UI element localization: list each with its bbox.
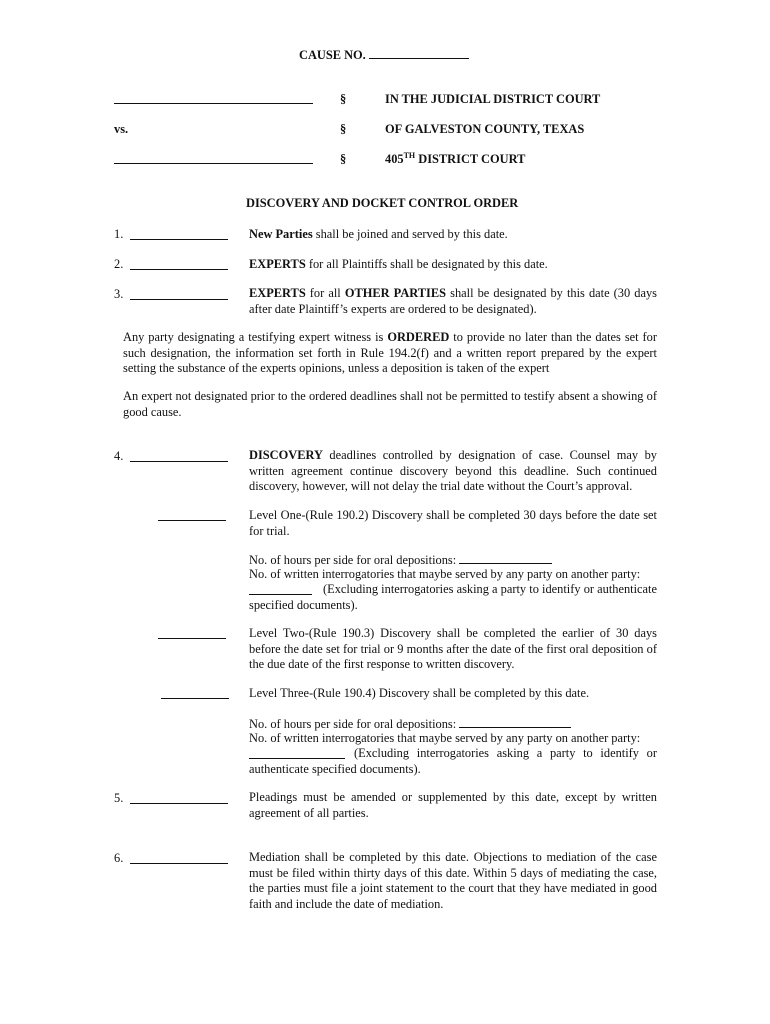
court-line-1: IN THE JUDICIAL DISTRICT COURT (385, 92, 601, 106)
level-two-text: Level Two-(Rule 190.3) Discovery shall be completed the earlier of 30 days before the date set for trial or 9 months after the date of the first oral deposition of the due date of the first response to written discovery. (249, 626, 657, 671)
cause-number-line (299, 47, 469, 63)
level-one-blank[interactable] (158, 509, 226, 521)
item-4-rest: deadlines controlled by designation of case. Counsel may by written agreement continue discovery beyond this deadline. Such continued discovery, however, will not delay the trial date without the Court’s approval. (249, 448, 657, 493)
item-4-date-blank[interactable] (130, 450, 228, 462)
level-three-text: Level Three-(Rule 190.4) Discovery shall be completed by this date. (249, 686, 590, 700)
item-3-text-1: for all (305, 286, 345, 300)
item-1-bold: New Parties (249, 227, 313, 241)
court-line-3-rest: DISTRICT COURT (415, 152, 526, 166)
court-number-suffix: TH (403, 150, 416, 160)
level-three-excluding: (Excluding interrogatories asking a party to identify or authenticate specified documents). (249, 746, 657, 776)
defendant-blank[interactable] (114, 152, 313, 164)
item-5-text: Pleadings must be amended or supplemented by this date, except by written agreement of all parties. (249, 790, 657, 820)
item-3-date-blank[interactable] (130, 288, 228, 300)
item-6-text: Mediation shall be completed by this date. Objections to mediation of the case must be filed within thirty days of this date. Within 5 days of mediating the case, the parties must file a joint statement to the court that they have mediated in good faith and include the date of mediation. (249, 850, 657, 911)
item-5-date-blank[interactable] (130, 792, 228, 804)
level-one-hours-blank[interactable] (459, 552, 552, 564)
section-symbol: § (340, 122, 347, 136)
item-3-number: 3. (114, 287, 124, 301)
level-three-interrogatories: No. of written interrogatories that maybe served by any party on another party: (249, 731, 641, 745)
item-1-number: 1. (114, 227, 124, 241)
item-3-text-2: shall be designated by this date (30 days after date Plaintiff’s experts are ordered to be designated). (249, 286, 657, 316)
level-one-interrogatories: No. of written interrogatories that maybe served by any party on another party: (249, 567, 641, 581)
item-4-number: 4. (114, 449, 124, 463)
level-one-excluding: (Excluding interrogatories asking a party to identify or authenticate specified documents). (249, 582, 657, 612)
cause-number-blank[interactable] (369, 47, 469, 59)
item-1-text (249, 227, 508, 242)
item-6-number: 6. (114, 851, 124, 865)
court-number: 405 (385, 152, 404, 166)
ordered-bold: ORDERED (387, 330, 450, 344)
item-3-bold-2: OTHER PARTIES (344, 286, 447, 300)
hours-label: No. of hours per side for oral depositions: (249, 553, 457, 567)
ordered-pre: Any party designating a testifying expert witness is (123, 330, 388, 344)
item-2-date-blank[interactable] (130, 258, 228, 270)
level-three-blank[interactable] (161, 687, 229, 699)
item-5-number: 5. (114, 791, 124, 805)
item-2-number: 2. (114, 257, 124, 271)
item-1-rest: shall be joined and served by this date. (312, 227, 508, 241)
item-1-date-blank[interactable] (130, 228, 228, 240)
item-6-date-blank[interactable] (130, 852, 228, 864)
section-symbol: § (340, 92, 347, 106)
ordered-paragraph (123, 330, 657, 377)
court-line-3 (385, 152, 525, 167)
item-2-text (249, 257, 548, 272)
section-symbol: § (340, 152, 347, 166)
court-line-2: OF GALVESTON COUNTY, TEXAS (385, 122, 585, 136)
level-one-text: Level One-(Rule 190.2) Discovery shall be completed 30 days before the date set for trial. (249, 508, 657, 538)
hours-label: No. of hours per side for oral depositions: (249, 717, 457, 731)
level-two-blank[interactable] (158, 627, 226, 639)
cause-number-label: CAUSE NO. (299, 48, 366, 62)
item-3-bold-1: EXPERTS (249, 286, 306, 300)
level-three-hours-blank[interactable] (459, 716, 571, 728)
item-2-bold: EXPERTS (249, 257, 306, 271)
item-4-text (249, 448, 657, 495)
ordered-post: to provide no later than the dates set for such designation, the information set forth in Rule 194.2(f) and a written report prepared by the expert setting the substance of the experts opinions, unless a deposition is taken of the expert (123, 330, 657, 375)
item-2-rest: for all Plaintiffs shall be designated by this date. (305, 257, 548, 271)
vs-label: vs. (114, 122, 129, 136)
not-designated-paragraph: An expert not designated prior to the ordered deadlines shall not be permitted to testify absent a showing of good cause. (123, 389, 657, 419)
item-4-bold: DISCOVERY (249, 448, 323, 462)
order-title: DISCOVERY AND DOCKET CONTROL ORDER (246, 196, 519, 210)
item-3-text (249, 286, 657, 317)
plaintiff-blank[interactable] (114, 92, 313, 104)
